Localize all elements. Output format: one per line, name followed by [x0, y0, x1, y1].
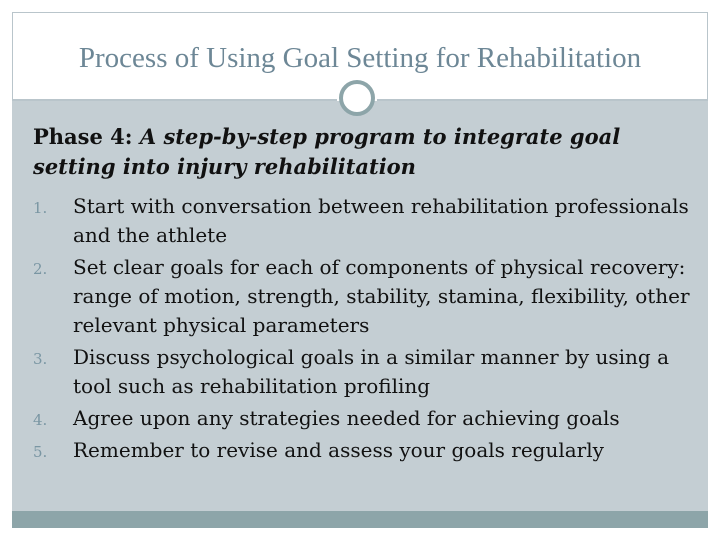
list-number: 3.	[33, 350, 48, 368]
phase-heading	[33, 122, 703, 182]
list-text: Remember to revise and assess your goals regularly	[73, 438, 604, 462]
list-text: Discuss psychological goals in a similar manner by using a tool such as rehabilitation profiling	[73, 345, 669, 398]
list-item	[33, 436, 705, 465]
steps-list	[33, 192, 705, 468]
list-item	[33, 343, 705, 401]
list-number: 5.	[33, 443, 48, 461]
list-item	[33, 404, 705, 433]
list-number: 4.	[33, 411, 48, 429]
footer-band	[12, 511, 708, 528]
list-number: 2.	[33, 260, 48, 278]
circle-ornament	[339, 80, 375, 116]
list-number: 1.	[33, 199, 48, 217]
list-text: Start with conversation between rehabilitation professionals and the athlete	[73, 194, 689, 247]
slide-title: Process of Using Goal Setting for Rehabilitation	[78, 42, 642, 74]
phase-label: Phase 4:	[33, 124, 133, 149]
list-text: Set clear goals for each of components of physical recovery: range of motion, strength, stability, stamina, flexibility, other relevant physical parameters	[73, 255, 690, 337]
list-text: Agree upon any strategies needed for achieving goals	[73, 406, 620, 430]
list-item	[33, 192, 705, 250]
list-item	[33, 253, 705, 340]
phase-description: A step-by-step program to integrate goal setting into injury rehabilitation	[33, 124, 621, 179]
